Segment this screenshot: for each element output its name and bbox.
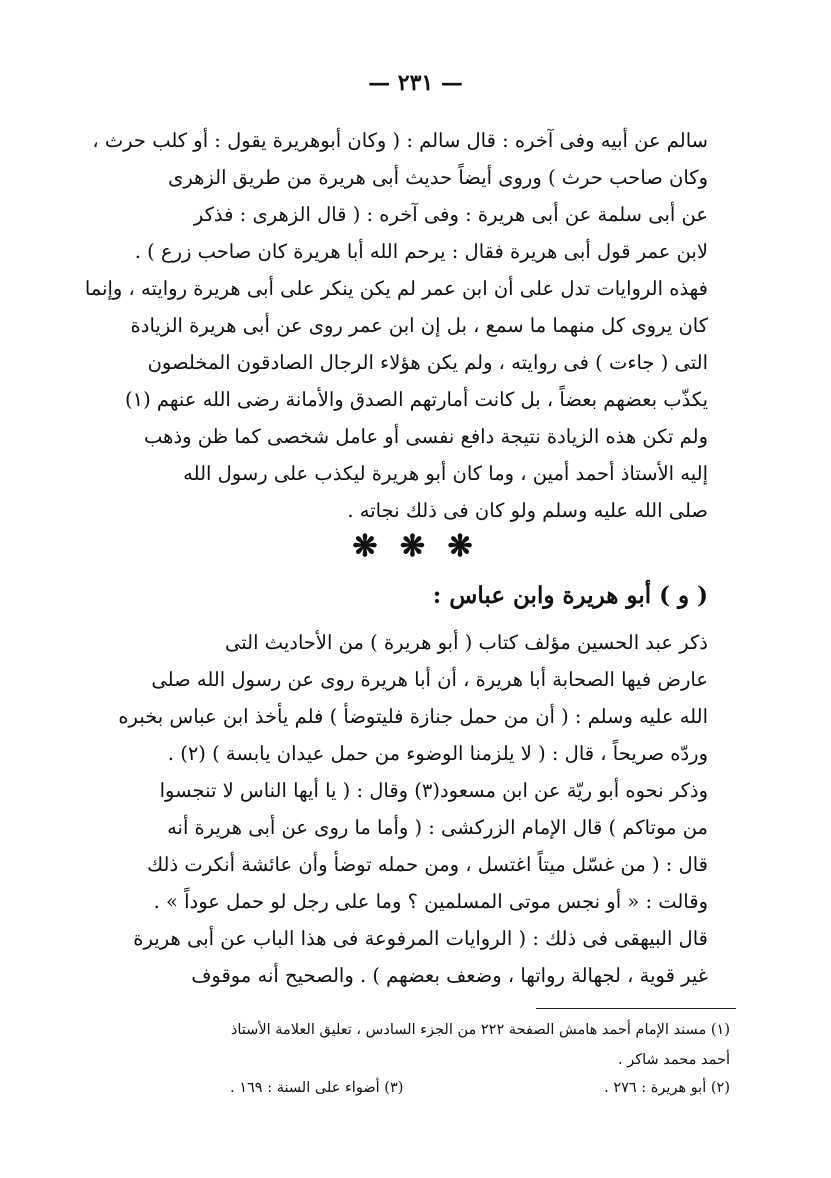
footnote-1-line-1: (١) مسند الإمام أحمد هامش الصفحة ٢٢٢ من الجزء السادس ، تعليق العلامة الأستاذ [230,1022,730,1038]
footnote-2: (٢) أبو هريرة : ٢٧٦ . [604,1080,730,1096]
text-line: غير قوية ، لجهالة رواتها ، وضعف بعضهم ) . والصحيح أنه موقوف [191,964,708,987]
text-line: وذكر نحوه أبو ريّة عن ابن مسعود(٣) وقال : ( يا أيها الناس لا تنجسوا [159,779,708,802]
text-line: من موتاكم ) قال الإمام الزركشى : ( وأما ما روى عن أبى هريرة أنه [167,816,708,839]
text-line: صلى الله عليه وسلم ولو كان فى ذلك نجاته . [347,499,708,522]
text-line: يكذّب بعضهم بعضاً ، بل كانت أمارتهم الصدق والأمانة رضى الله عنهم (١) [124,388,708,411]
footnote-divider [536,1008,736,1009]
page-number: — ٢٣١ — [368,70,463,96]
text-line: الله عليه وسلم : ( أن من حمل جنازة فليتوضأ ) فلم يأخذ ابن عباس بخبره [118,705,708,728]
top-paragraph [84,122,708,529]
text-line: سالم عن أبيه وفى آخره : قال سالم : ( وكان أبوهريرة يقول : أو كلب حرث ، [92,129,708,152]
text-line: عارض فيها الصحابة أبا هريرة ، أن أبا هريرة روى عن رسول الله صلى [151,668,708,691]
text-line: التى ( جاءت ) فى روايته ، ولم يكن هؤلاء الرجال الصادقون المخلصون [147,351,708,374]
text-line: كان يروى كل منهما ما سمع ، بل إن ابن عمر روى عن أبى هريرة الزيادة [130,314,708,337]
asterism-separator: ❋ ❋ ❋ [352,529,479,564]
text-line: ذكر عبد الحسين مؤلف كتاب ( أبو هريرة ) من الأحاديث التى [224,631,708,654]
text-line: وردّه صريحاً ، قال : ( لا يلزمنا الوضوء من حمل عيدان يابسة ) (٢) . [167,742,708,765]
section-heading: ( و ) أبو هريرة وابن عباس : [432,582,708,609]
text-line: لابن عمر قول أبى هريرة فقال : يرحم الله أبا هريرة كان صاحب زرع ) . [134,240,708,263]
text-line: قال البيهقى فى ذلك : ( الروايات المرفوعة فى هذا الباب عن أبى هريرة [133,927,708,950]
footnote-3: (٣) أضواء على السنة : ١٦٩ . [230,1080,404,1096]
footnote-1-line-2: أحمد محمد شاكر . [617,1052,730,1068]
text-line: قال : ( من غسّل ميتاً اغتسل ، ومن حمله توضأ وأن عائشة أنكرت ذلك [147,853,708,876]
text-line: فهذه الروايات تدل على أن ابن عمر لم يكن ينكر على أبى هريرة روايته ، وإنما [84,277,708,300]
text-line: إليه الأستاذ أحمد أمين ، وما كان أبو هريرة ليكذب على رسول الله [183,462,708,485]
text-line: وكان صاحب حرث ) وروى أيضاً حديث أبى هريرة من طريق الزهرى [168,166,708,189]
bottom-paragraph [118,624,708,994]
text-line: ولم تكن هذه الزيادة نتيجة دافع نفسى أو عامل شخصى كما ظن وذهب [144,425,708,448]
text-line: وقالت : « أو نجس موتى المسلمين ؟ وما على رجل لو حمل عوداً » . [153,890,708,913]
text-line: عن أبى سلمة عن أبى هريرة : وفى آخره : ( قال الزهرى : فذكر [193,203,708,226]
